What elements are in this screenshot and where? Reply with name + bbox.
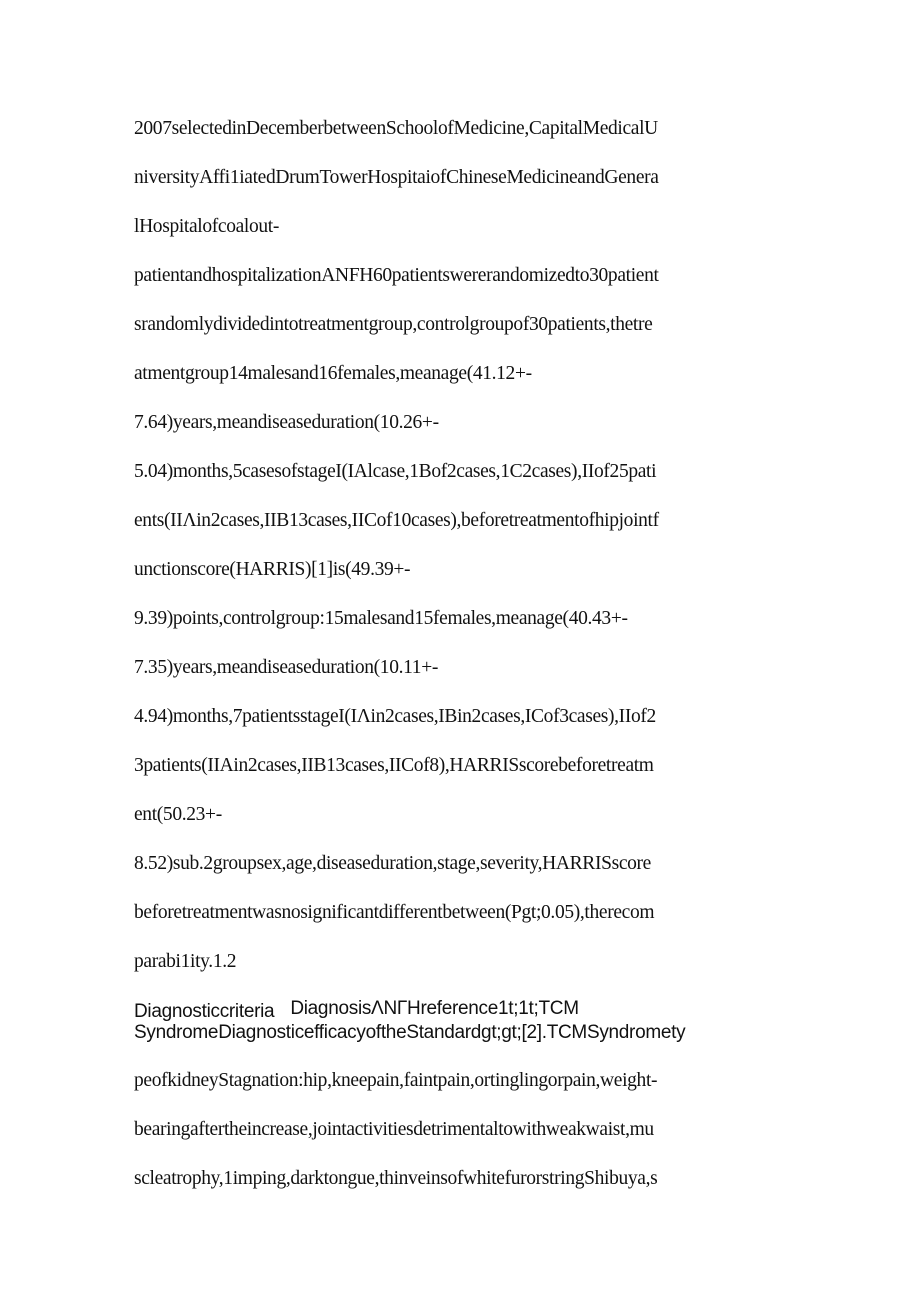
text-line: ent(50.23+- <box>134 804 222 825</box>
text-line: niversityAffi1iatedDrumTowerHospitaiofChineseMedicineandGenera <box>134 167 659 188</box>
text-line: 9.39)points,controlgroup:15malesand15females,meanage(40.43+- <box>134 608 628 629</box>
text-line: ents(IIΛin2cases,IIB13cases,IICof10cases),beforetreatmentofhipjointf <box>134 510 659 531</box>
text-line: bearingaftertheincrease,jointactivitiesdetrimentaltowithweakwaist,mu <box>134 1119 654 1140</box>
criteria-heading-line <box>134 997 794 1021</box>
criteria-label: Diagnosticcriteria <box>134 1001 275 1022</box>
text-line: peofkidneyStagnation:hip,kneepain,faintpain,ortinglingorpain,weight- <box>134 1070 658 1091</box>
text-line: lHospitalofcoalout- <box>134 216 279 237</box>
text-line: 2007selectedinDecemberbetweenSchoolofMedicine,CapitalMedicalU <box>134 118 658 139</box>
criteria-head: DiagnosisΛNΓHreference1t;1t;TCM <box>290 998 579 1019</box>
text-line: 8.52)sub.2groupsex,age,diseaseduration,stage,severity,HARRISscore <box>134 853 651 874</box>
criteria-second-line: SyndromeDiagnosticefficacyoftheStandardgt;gt;[2].TCMSyndromety <box>134 1022 686 1043</box>
text-line: 4.94)months,7patientsstageI(IΛin2cases,IBin2cases,ICof3cases),IIof2 <box>134 706 656 727</box>
text-line: scleatrophy,1imping,darktongue,thinveinsofwhitefurorstringShibuya,s <box>134 1168 658 1189</box>
text-line: 3patients(IIAin2cases,IIB13cases,IICof8),HARRISscorebeforetreatm <box>134 755 654 776</box>
text-line: 7.64)years,meandiseaseduration(10.26+- <box>134 412 439 433</box>
text-line: unctionscore(HARRIS)[1]is(49.39+- <box>134 559 411 580</box>
text-line: beforetreatmentwasnosignificantdifferentbetween(Pgt;0.05),therecom <box>134 902 655 923</box>
text-line: patientandhospitalizationANFH60patientswererandomizedto30patient <box>134 265 659 286</box>
text-line: parabi1ity.1.2 <box>134 951 237 972</box>
text-line: srandomlydividedintotreatmentgroup,controlgroupof30patients,thetre <box>134 314 653 335</box>
text-line: 5.04)months,5casesofstageI(IAlcase,1Bof2cases,1C2cases),IIof25pati <box>134 461 657 482</box>
text-line: 7.35)years,meandiseaseduration(10.11+- <box>134 657 438 678</box>
text-line: atmentgroup14malesand16females,meanage(41.12+- <box>134 363 532 384</box>
